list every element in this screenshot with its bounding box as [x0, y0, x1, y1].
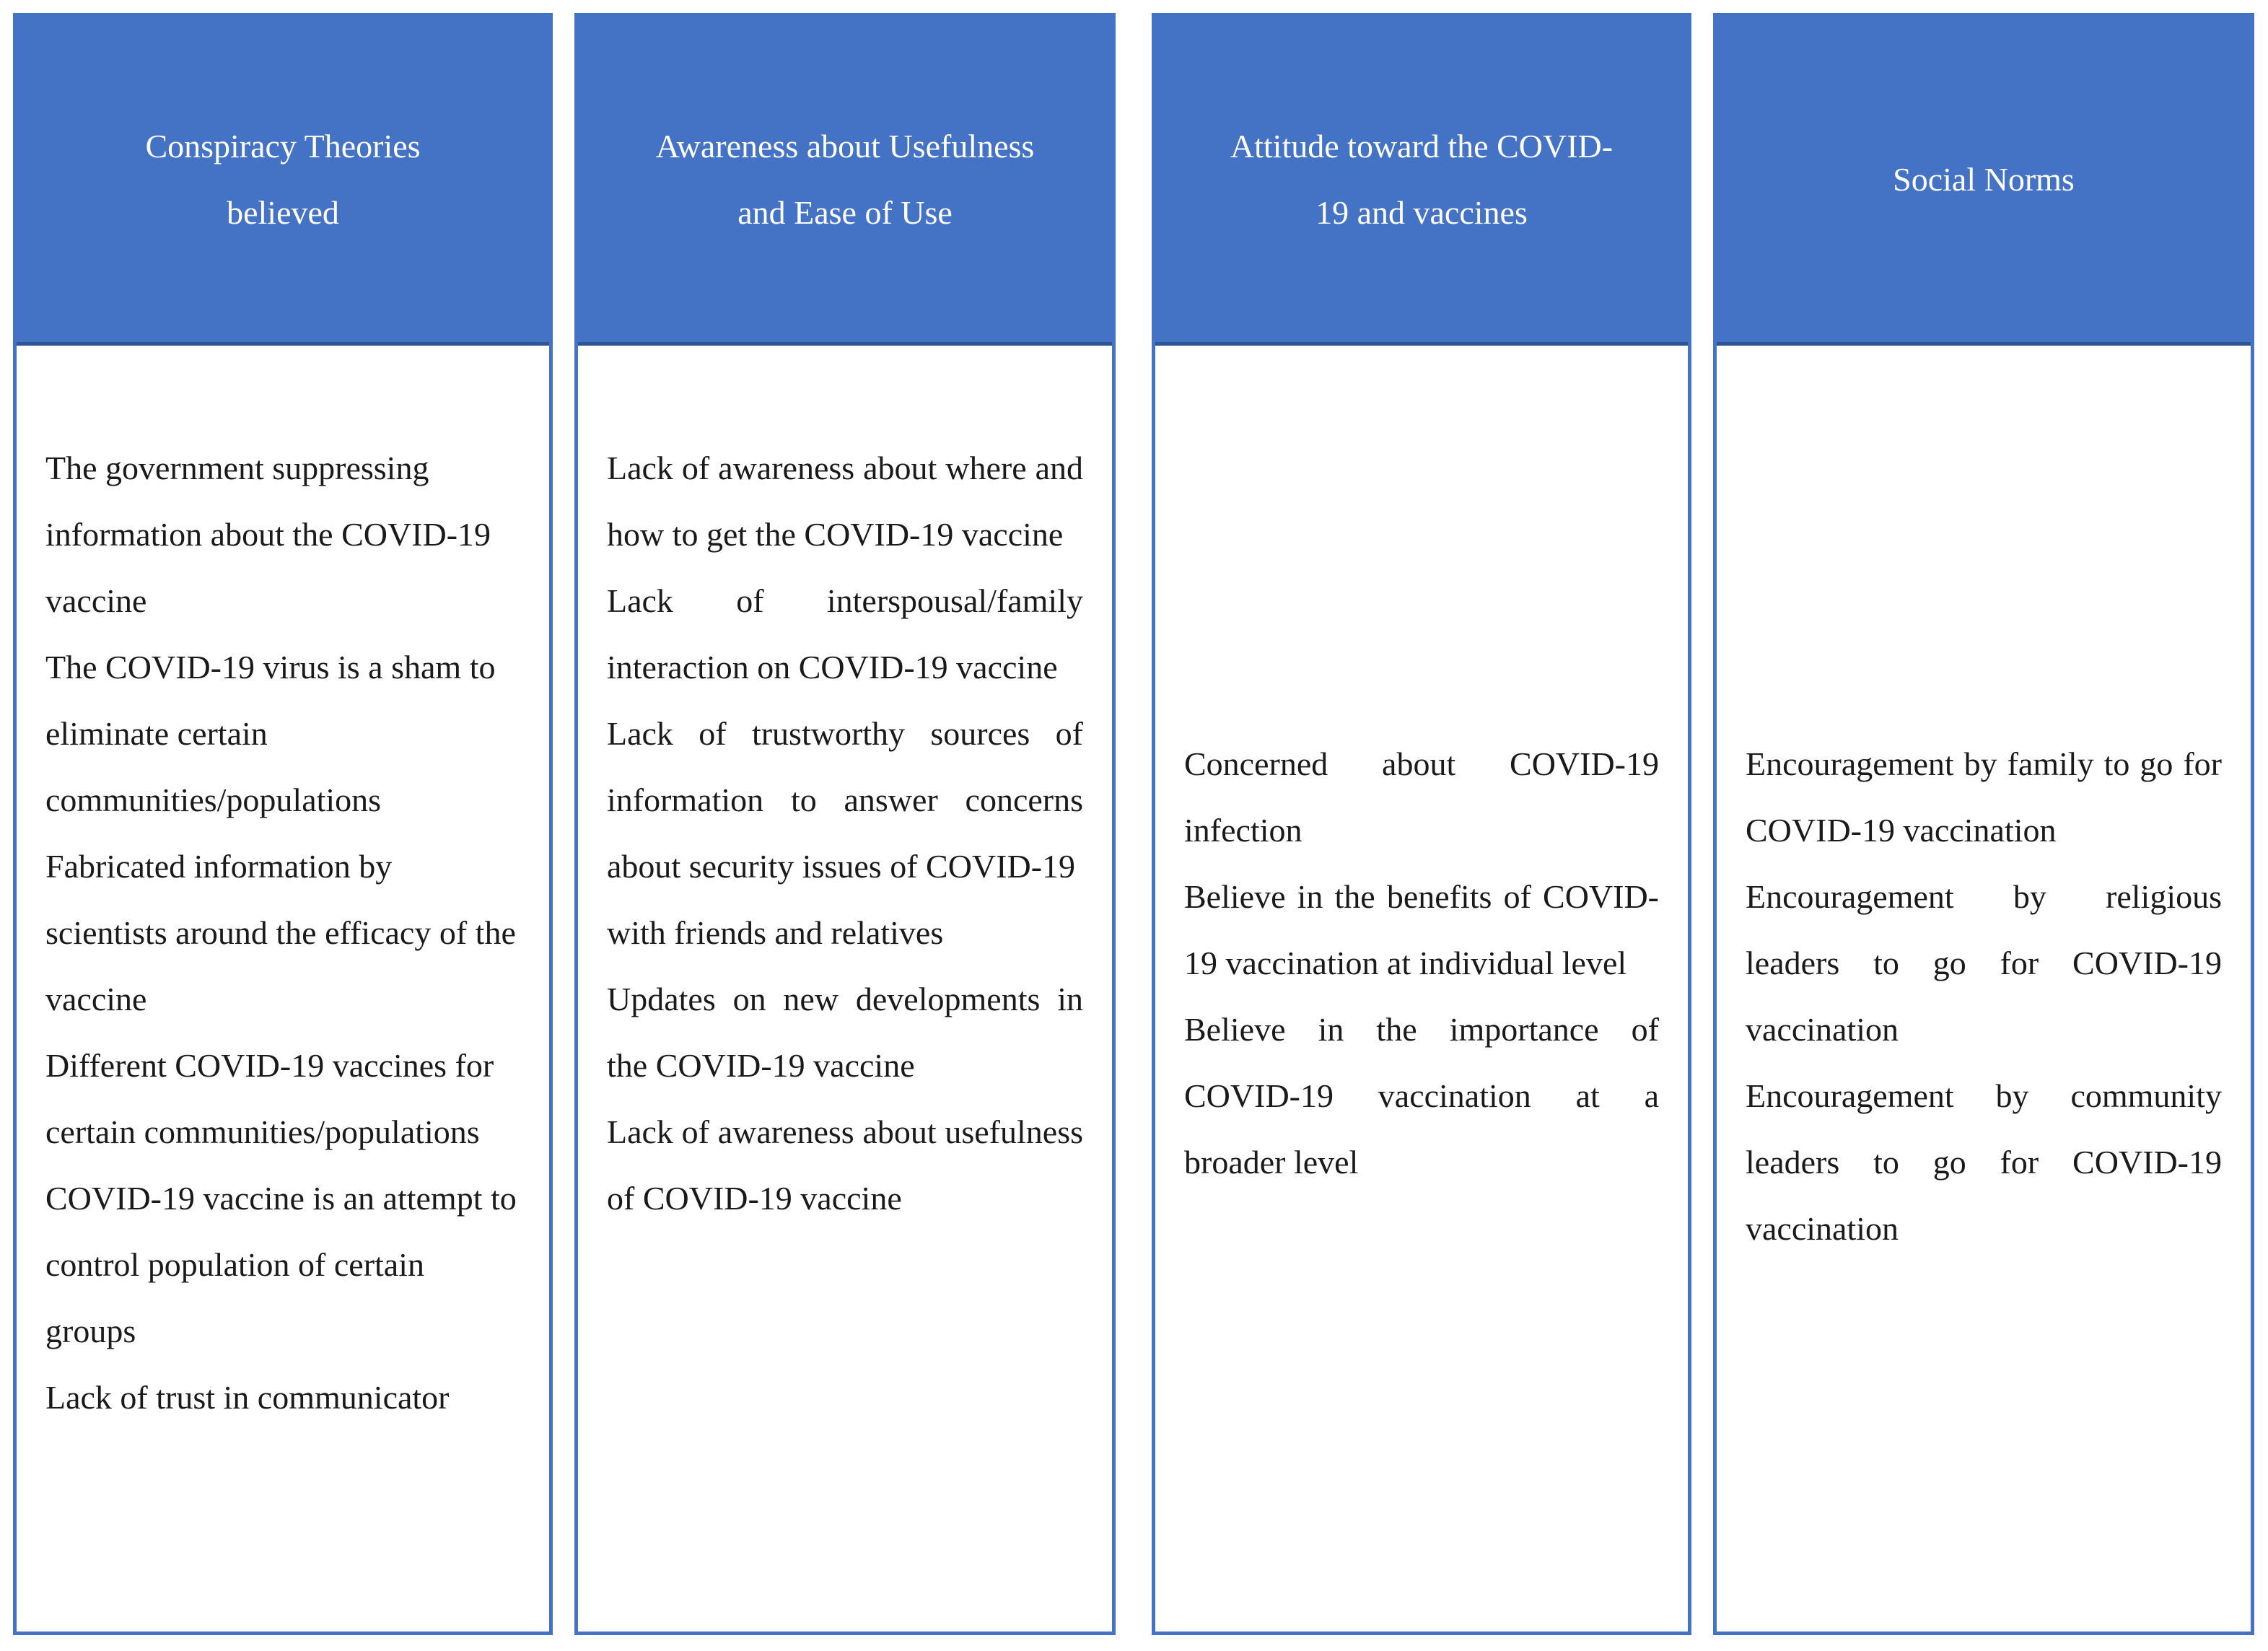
- column-body: [1155, 346, 1688, 1632]
- column-body: [17, 346, 549, 1632]
- list-item: Lack of interspousal/family interaction on COVID-19 vaccine: [607, 582, 1083, 686]
- list-item: with friends and relatives: [607, 914, 944, 951]
- column-header-label: Conspiracy Theories believed: [145, 127, 421, 231]
- column-body: [578, 346, 1112, 1632]
- column-header-label: Social Norms: [1893, 160, 2075, 198]
- column-social-norms: [1713, 13, 2254, 1635]
- list-item: Believe in the importance of COVID-19 vaccination at a broader level: [1184, 1011, 1659, 1181]
- column-body: [1717, 346, 2251, 1632]
- list-item: Fabricated information by scientists around the efficacy of the vaccine: [45, 848, 516, 1017]
- list-item: Lack of awareness about where and how to get the COVID-19 vaccine: [607, 450, 1083, 553]
- column-awareness: [574, 13, 1116, 1635]
- column-conspiracy-theories: [13, 13, 553, 1635]
- column-header-label: Awareness about Usefulness and Ease of Use: [655, 127, 1035, 231]
- list-item: Concerned about COVID-19 infection: [1184, 745, 1659, 849]
- list-item: Encouragement by religious leaders to go for COVID-19 vaccination: [1746, 878, 2222, 1048]
- column-header: [578, 17, 1112, 346]
- list-item: COVID-19 vaccine is an attempt to control population of certain groups: [45, 1180, 517, 1349]
- column-header: [1717, 17, 2251, 346]
- list-item: The COVID-19 virus is a sham to eliminate certain communities/populations: [45, 649, 496, 818]
- list-item: Lack of trust in communicator: [45, 1379, 450, 1416]
- list-item: Updates on new developments in the COVID-19 vaccine: [607, 981, 1083, 1084]
- list-item: Encouragement by family to go for COVID-19 vaccination: [1746, 745, 2222, 849]
- column-header: [17, 17, 549, 346]
- list-item: Encouragement by community leaders to go for COVID-19 vaccination: [1746, 1077, 2222, 1247]
- column-header-label: Attitude toward the COVID- 19 and vaccines: [1230, 127, 1614, 231]
- list-item: The government suppressing information about the COVID-19 vaccine: [45, 450, 491, 619]
- list-item: Believe in the benefits of COVID-19 vaccination at individual level: [1184, 878, 1659, 981]
- column-header: [1155, 17, 1688, 346]
- list-item: Lack of awareness about usefulness of COVID-19 vaccine: [607, 1113, 1083, 1217]
- column-attitude: [1152, 13, 1691, 1635]
- list-item: Lack of trustworthy sources of information to answer concerns about security issues of COVID-19: [607, 715, 1083, 885]
- list-item: Different COVID-19 vaccines for certain communities/populations: [45, 1047, 494, 1150]
